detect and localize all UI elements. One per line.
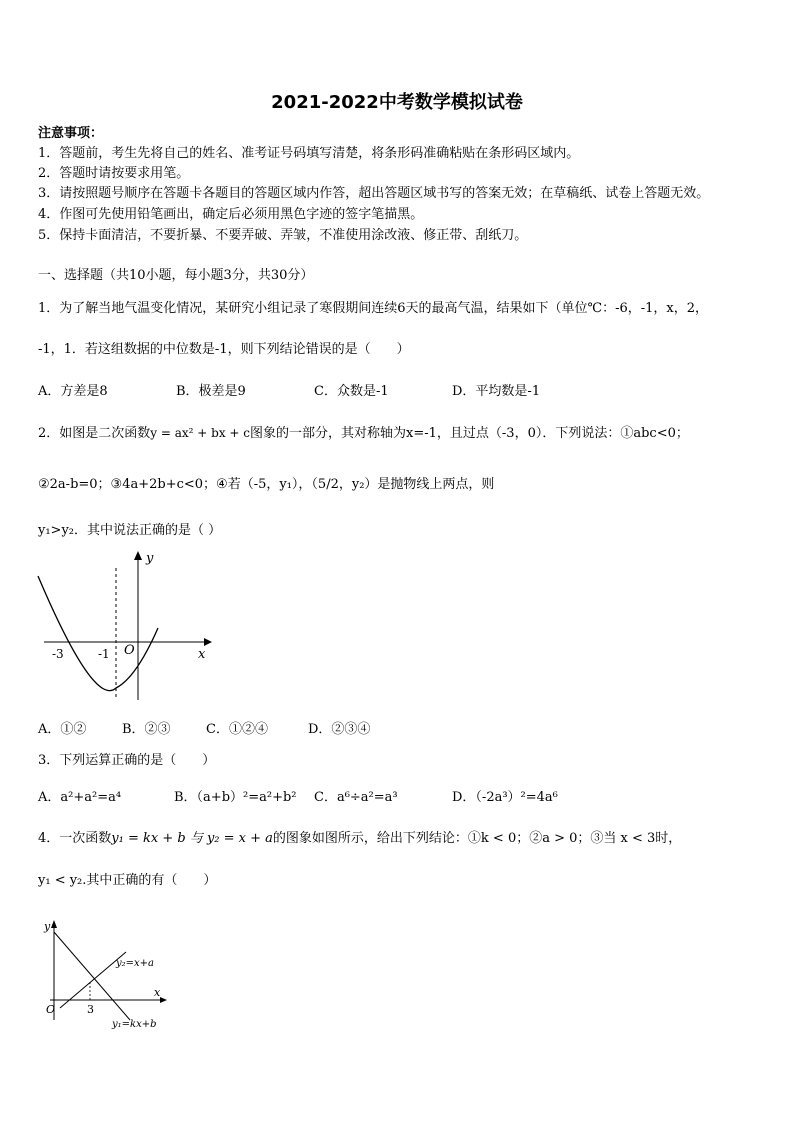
q1-option-d[interactable]: D．平均数是-1 [452, 384, 541, 399]
q2-stem-prefix: 2．如图是二次函数 [38, 426, 151, 441]
q2-stem-line1 [38, 422, 689, 441]
q2-option-a[interactable]: A．①② [38, 722, 87, 737]
q3-stem: 3．下列运算正确的是（ ） [38, 753, 216, 768]
q4-label-y1: y₁=kx+b [112, 1019, 157, 1030]
q2-parabola [38, 576, 158, 691]
q4-tick-3: 3 [87, 1003, 94, 1016]
notice-item-1: 1．答题前，考生先将自己的姓名、准考证号码填写清楚，将条形码准确粘贴在条形码区域内。 [38, 146, 580, 161]
q2-stem-line3: y₁>y₂．其中说法正确的是（ ） [38, 523, 222, 538]
q4-origin-label: O [46, 1003, 56, 1016]
notice-heading: 注意事项： [38, 126, 104, 141]
q2-option-c[interactable]: C．①②④ [206, 722, 268, 737]
q1-stem-line2: -1，1．若这组数据的中位数是-1，则下列结论错误的是（ ） [38, 342, 410, 357]
q4-x-axis-arrow [160, 997, 167, 1003]
notice-item-3: 3．请按照题号顺序在答题卡各题目的答题区域内作答，超出答题区域书写的答案无效；在草稿纸、试卷上答题无效。 [38, 186, 710, 201]
q1-stem-line1: 1．为了解当地气温变化情况，某研究小组记录了寒假期间连续6天的最高气温，结果如下（单位℃：-6，-1，x，2， [38, 301, 709, 316]
section-heading: 一、选择题（共10小题，每小题3分，共30分） [38, 268, 314, 283]
q2-stem-line2: ②2a-b=0；③4a+2b+c<0；④若（-5，y₁），（5/2，y₂）是抛物线上两点，则 [38, 477, 495, 492]
q4-stem-line2: y₁ < y₂.其中正确的有（ ） [38, 873, 217, 888]
q2-y-axis-arrow [134, 551, 142, 560]
notice-item-5: 5．保持卡面清洁，不要折暴、不要弄破、弄皱，不准使用涂改液、修正带、刮纸刀。 [38, 228, 528, 243]
q2-x-label: x [198, 647, 206, 662]
q4-stem-line1 [38, 827, 681, 846]
q2-origin-label: O [124, 643, 135, 658]
q4-functions: y₁ = kx + b 与 y₂ = x + a [111, 831, 273, 846]
q4-y-label: y [44, 920, 51, 933]
notice-item-2: 2．答题时请按要求用笔。 [38, 166, 190, 181]
q3-option-d[interactable]: D．（-2a³）²=4a⁶ [452, 790, 558, 805]
q4-label-y2: y₂=x+a [116, 958, 155, 969]
q2-function: y = ax² + bx + c [150, 426, 251, 440]
q4-x-label: x [154, 986, 161, 999]
notice-item-4: 4．作图可先使用铅笔画出，确定后必须用黑色字迹的签字笔描黑。 [38, 207, 424, 222]
q1-option-a[interactable]: A．方差是8 [38, 384, 108, 399]
q1-option-b[interactable]: B．极差是9 [176, 384, 246, 399]
q4-stem-prefix: 4．一次函数 [38, 831, 112, 846]
q3-option-a[interactable]: A．a²+a²=a⁴ [38, 790, 122, 805]
page-title: 2021-2022中考数学模拟试卷 [271, 92, 523, 113]
q1-option-c[interactable]: C．众数是-1 [314, 384, 389, 399]
q2-x-axis-arrow [204, 638, 212, 646]
q2-tick-minus3: -3 [52, 647, 64, 661]
q2-option-d[interactable]: D．②③④ [308, 722, 371, 737]
q2-y-label: y [146, 551, 154, 566]
q3-option-c[interactable]: C．a⁶÷a²=a³ [314, 790, 398, 805]
q2-tick-minus1: -1 [98, 647, 110, 661]
q4-y-axis-arrow [51, 920, 57, 928]
q2-stem-suffix: 图象的一部分，其对称轴为x=-1，且过点（-3，0）．下列说法：①abc<0； [250, 426, 689, 441]
q4-stem-suffix: 的图象如图所示，给出下列结论：①k < 0；②a > 0；③当 x < 3时， [272, 831, 682, 846]
q2-parabola-graph [36, 548, 216, 708]
q3-option-b[interactable]: B．（a+b）²=a²+b² [174, 790, 297, 805]
q4-linear-graph [38, 912, 178, 1034]
q2-option-b[interactable]: B．②③ [122, 722, 171, 737]
